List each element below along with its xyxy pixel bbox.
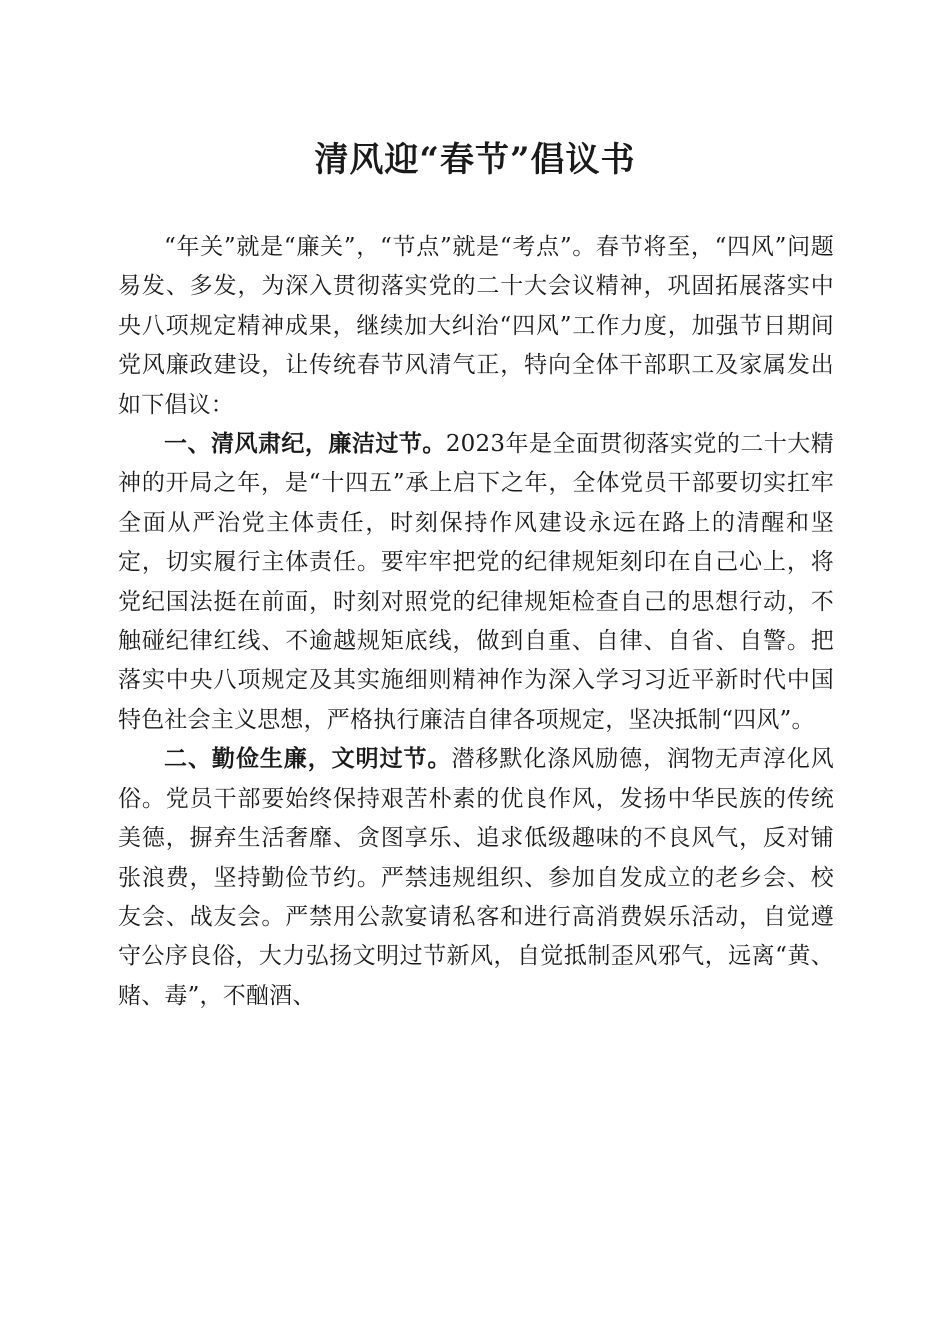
paragraph-intro bbox=[118, 228, 834, 425]
section-1-heading: 一、清风肃纪，廉洁过节。 bbox=[164, 431, 446, 458]
paragraph-section-2 bbox=[118, 740, 834, 1016]
document-title: 清风迎“春节”倡议书 bbox=[314, 140, 636, 180]
section-2-text: 潜移默化涤风励德，润物无声淳化风俗。党员干部要始终保持艰苦朴素的优良作风，发扬中华民族的传统美德，摒弃生活奢靡、贪图享乐、追求低级趣味的不良风气，反对铺张浪费，坚持勤俭节约。严禁违规组织、参加自发成立的老乡会、校友会、战友会。严禁用公款宴请私客和进行高消费娱乐活动，自觉遵守公序良俗，大力弘扬文明过节新风，自觉抵制歪风邪气，远离“黄、赌、毒”，不酗酒、 bbox=[118, 746, 834, 1009]
paragraph-intro-text: “年关”就是“廉关”，“节点”就是“考点”。春节将至，“四风”问题易发、多发，为深入贯彻落实党的二十大会议精神，巩固拓展落实中央八项规定精神成果，继续加大纠治“四风”工作力度，加强节日期间党风廉政建设，让传统春节风清气正，特向全体干部职工及家属发出如下倡议： bbox=[118, 234, 834, 418]
paragraph-section-1 bbox=[118, 425, 834, 740]
section-1-text: 2023年是全面贯彻落实党的二十大精神的开局之年，是“十四五”承上启下之年，全体党员干部要切实扛牢全面从严治党主体责任，时刻保持作风建设永远在路上的清醒和坚定，切实履行主体责任。要牢牢把党的纪律规矩刻印在自己心上，将党纪国法挺在前面，时刻对照党的纪律规矩检查自己的思想行动，不触碰纪律红线、不逾越规矩底线，做到自重、自律、自省、自警。把落实中央八项规定及其实施细则精神作为深入学习习近平新时代中国特色社会主义思想，严格执行廉洁自律各项规定，坚决抵制“四风”。 bbox=[118, 431, 834, 733]
document-body bbox=[118, 228, 834, 1016]
section-2-heading: 二、勤俭生廉，文明过节。 bbox=[164, 746, 452, 773]
